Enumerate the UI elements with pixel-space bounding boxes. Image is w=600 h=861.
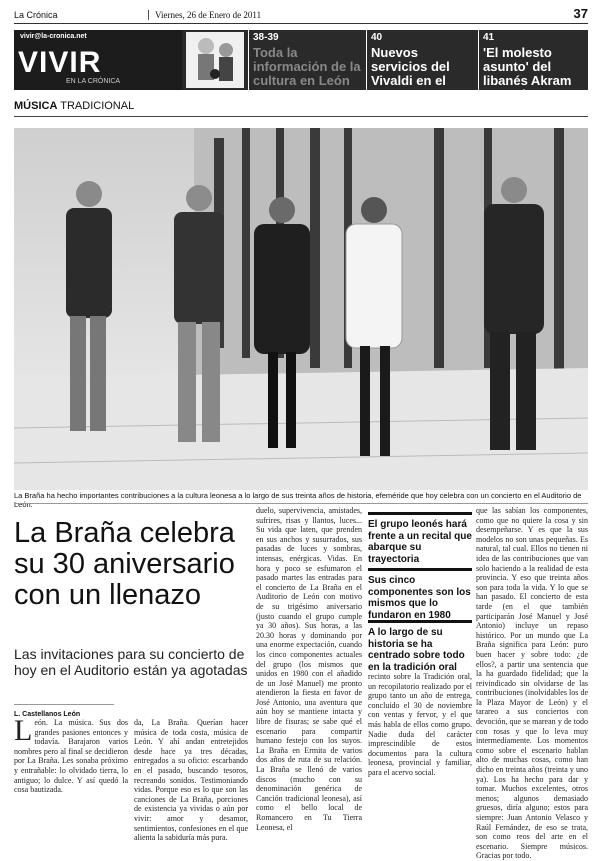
section-logo bbox=[14, 30, 182, 90]
teaser-3[interactable] bbox=[478, 30, 588, 102]
photo-caption: La Braña ha hecho importantes contribuciones a la cultura leonesa a lo largo de sus treinta años de historia, efeméride que hoy celebra con un concierto en el Auditorio de León. bbox=[14, 491, 582, 509]
drop-cap: L bbox=[14, 714, 33, 747]
section-label-normal: TRADICIONAL bbox=[60, 100, 135, 112]
pull-quote-2: Sus cinco componentes son los mismos que lo fundaron en 1980 bbox=[368, 568, 472, 621]
issue-date: Viernes, 26 de Enero de 2011 bbox=[148, 10, 261, 20]
section-title: VIVIR bbox=[18, 46, 102, 79]
section-label bbox=[14, 100, 134, 112]
publication-name: La Crónica bbox=[14, 10, 58, 20]
running-header bbox=[14, 8, 588, 24]
article-subheadline: Las invitaciones para su concierto de hoy en el Auditorio están ya agotadas bbox=[14, 646, 248, 678]
article-column-3: duelo, supervivencia, amistades, sufrires, risas y llantos, luces... Su vida que laten, que prenden en sus anchos y susurrados, sus pasadas de luces y sombras, intensas, enérgicas. Vidas. En hora y poco se esfumaron el pasado martes las entradas para el concierto de La Braña en el Auditorio de León con motivo de su trigésimo aniversario (justo cuando el grupo cumple ya 30 años). Sus horas, a las 20.30 horas y dominando por una enorme expectación, cuando los cinco componentes actuales del grupo (los mismos que unidos en 1980 con el añadido de un José Manuel) me pronto atendieron la fiesta en favor de José Antonio, una aventura que aún hoy se mantiene intacta y libre de fisuras; se sabe qué el escenario para compartir humano festejo con los suyos. La Braña en Ermita de varios dos años de ruta de su relación. La Braña se llenó de varios discos (mucho con su denominación genérica de Canción tradicional leonesa), así como el bello local de Romancero en Tu Tierra Leonesa, el bbox=[256, 506, 362, 832]
teaser-2[interactable] bbox=[366, 30, 478, 102]
column-1-text: eón. La música. Sus dos grandes pasiones entonces y todavía. Barajaron varios nombres pero al final se decidieron por La Braña. Les sonaba próximo y entrañable: lo olvidado tierra, lo antiguo; lo dulce. Y así quedó la cosa bautizada. bbox=[14, 718, 128, 795]
teaser-1[interactable] bbox=[248, 30, 366, 90]
caption-divider bbox=[14, 503, 588, 504]
teaser-headline: Toda la información de la cultura en León bbox=[253, 45, 361, 88]
article-headline: La Braña celebra su 30 aniversario con un llenazo bbox=[14, 517, 235, 611]
section-url[interactable]: vivir@la-cronica.net bbox=[20, 33, 87, 40]
mascot-illustration-icon bbox=[186, 32, 244, 88]
section-divider bbox=[14, 116, 588, 117]
teaser-headline: 'El molesto asunto' del libanés Akram Zaatari bbox=[483, 45, 572, 102]
article-column-2: da, La Braña. Querían hacer música de toda costa, música de León. Y ahí andan entretejidos desde hace ya tres décadas, entregados a su oficio: escarbando en el pasado, buscando tesoros, recreando sonidos. Testimoniando vidas. Porque eso es lo que son las canciones de La Braña, porciones de existencia ya vividas o aún por vivir: amor y desamor, sentimientos, confesiones en el que alienta la sabiduría más pura. bbox=[134, 718, 248, 843]
pull-quote-3: A lo largo de su historia se ha centrado sobre todo en la tradición oral bbox=[368, 620, 472, 673]
article-column-4: recinto sobre la Tradición oral, un recopilatorio realizado por el grupo tanto un año de entrega, concluido el 30 de noviembre con ventas y fervor, y el que más habla de ellos como grupo. Nadie duda del carácter imprescindible de estos documentos para la cultura leonesa, provincial y familiar, para el acervo social. bbox=[368, 672, 472, 777]
teaser-pages: 40 bbox=[371, 32, 383, 43]
teaser-pages: 41 bbox=[483, 32, 495, 43]
band-photo bbox=[14, 128, 588, 490]
article-byline: L. Castellanos León bbox=[14, 704, 114, 718]
article-column-5: que las sabían los componentes, como que no quiere la cosa y sin desempeñarse. Y es que la sus modelos no son unas pequeñas. Es natural, tal cual. Ellos no tienen ni idea de las contribuciones que van solo haciendo a la realidad de esta provincia. Y eso que treinta años son para toda la vida. Y lo que se han pasado. El concierto de esta tarde (en el que también participarán José Manuel y José Antonio) incluye un repaso histórico. Por un mundo que La Braña significa para León: puro buen hacer y sobre todo: ¿de ellos?, a partir una sentencia que la ha guardado fidelidad; que la reivindicado sin olvidarse de las contribuciones (inolvidables los de la Plaza Mayor de León) y el tarareo a sus conciertos con devoción, que se marean y de todo con rosas y que lo leva muy intermediamente. Los momentos como sobre el escenario hablan alto de muchas cosas, como han dicho en treinta años (treinta y uno ya). Los ha hecho para dar y tomar. Muchos excelentes, otros menos; algunos demasiado gruesos, diría alguno; estos para siempre: Juan Antonio Velasco y Raúl Fernández, de eso se trata, son como reos del arte en el escenario. Siempre músicos. Gracias por todo. bbox=[476, 506, 588, 861]
section-label-bold: MÚSICA bbox=[14, 100, 58, 112]
teaser-headline: Nuevos servicios del Vivaldi en el Musac bbox=[371, 45, 450, 102]
page-number: 37 bbox=[573, 6, 588, 21]
teaser-pages: 38-39 bbox=[253, 32, 279, 43]
section-subtitle: EN LA CRÓNICA bbox=[66, 78, 121, 85]
section-banner bbox=[14, 30, 588, 102]
pull-quote-1: El grupo leonés hará frente a un recital que abarque su trayectoria bbox=[368, 512, 472, 565]
